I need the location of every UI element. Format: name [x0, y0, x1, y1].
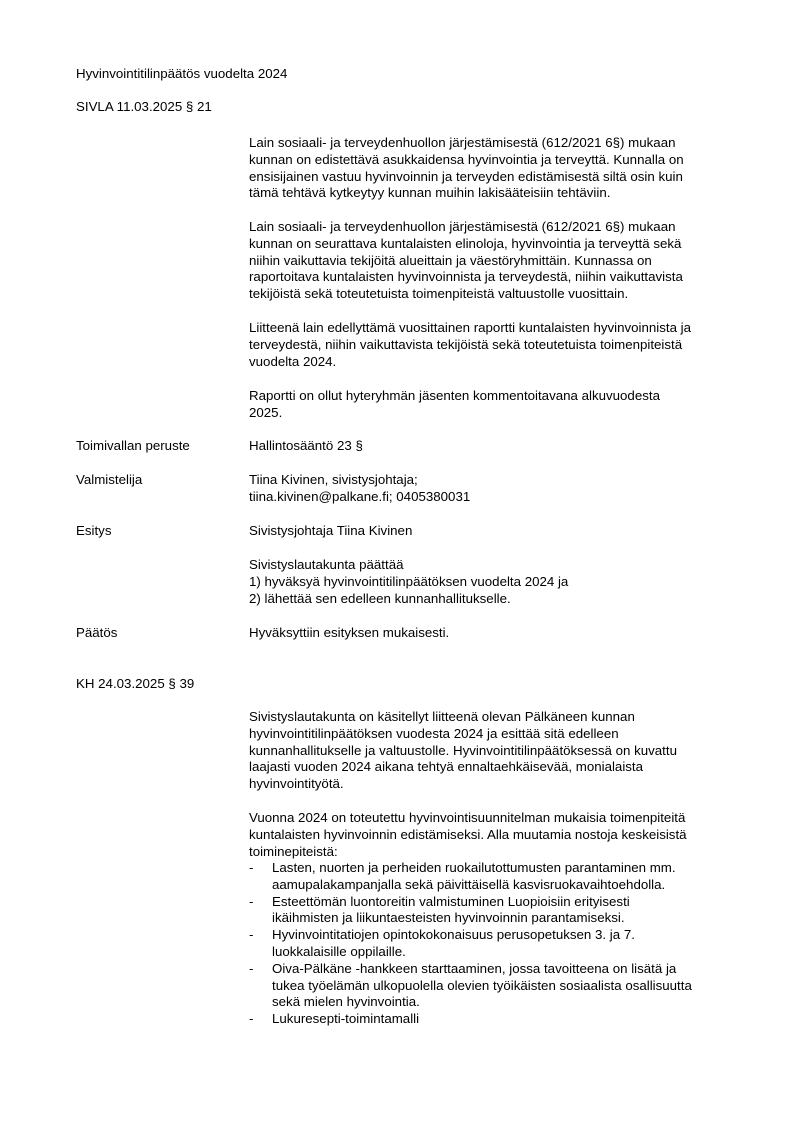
text-line: hyvinvointitilinpäätöksen vuodesta 2024 ja esittää sitä edelleen	[249, 725, 619, 741]
text-line: kunnanhallitukselle ja valtuustolle. Hyvinvointitilinpäätöksessä on kuvattu	[249, 742, 677, 758]
text-line: Esteettömän luontoreitin valmistuminen Luopioisiin erityisesti	[272, 893, 630, 909]
sivla-paragraph-2	[249, 219, 749, 303]
text-line: raportoitava kuntalaisten hyvinvoinnista ja terveydestä, niihin vaikuttavista	[249, 269, 683, 285]
document-title: Hyvinvointitilinpäätös vuodelta 2024	[76, 66, 288, 81]
bullet-dash: -	[249, 960, 254, 976]
text-line: Lain sosiaali- ja terveydenhuollon järjestämisestä (612/2021 6§) mukaan	[249, 135, 676, 150]
text-line: 2025.	[249, 404, 283, 420]
esitys-label: Esitys	[76, 523, 112, 538]
valmistelija-contact: tiina.kivinen@palkane.fi; 0405380031	[249, 488, 471, 504]
text-line: kunnan on edistettävä asukkaidensa hyvinvointia ja terveyttä. Kunnalla on	[249, 151, 684, 167]
valmistelija-value	[249, 472, 749, 506]
kh-paragraph-1	[249, 709, 749, 793]
bullet-dash: -	[249, 1011, 254, 1027]
text-line: Lain sosiaali- ja terveydenhuollon järjestämisestä (612/2021 6§) mukaan	[249, 219, 676, 234]
sivla-paragraph-4	[249, 388, 749, 422]
text-line: niihin vaikuttavia tekijöitä alueittain ja väestöryhmittäin. Kunnassa on	[249, 252, 652, 268]
sivla-paragraph-1	[249, 135, 749, 202]
text-line: Lasten, nuorten ja perheiden ruokailutottumusten parantaminen mm.	[272, 860, 676, 875]
text-line: tämä tehtävä kytkeytyy kunnan muihin lakisääteisiin tehtäviin.	[249, 185, 611, 201]
text-line: luokkalaisille oppilaille.	[272, 943, 406, 959]
text-line: Hyvinvointitatiojen opintokokonaisuus perusopetuksen 3. ja 7.	[272, 927, 635, 943]
bullet-dash: -	[249, 893, 254, 909]
kh-reference: KH 24.03.2025 § 39	[76, 676, 195, 691]
text-line: Raportti on ollut hyteryhmän jäsenten kommentoitavana alkuvuodesta	[249, 388, 660, 403]
text-line: 2) lähettää sen edelleen kunnanhallitukselle.	[249, 590, 511, 606]
esitys-presenter: Sivistysjohtaja Tiina Kivinen	[249, 523, 413, 538]
bullet-dash: -	[249, 927, 254, 943]
text-line: ikäihmisten ja liikuntaesteisten hyvinvoinnin parantamiseksi.	[272, 910, 625, 926]
sivla-reference: SIVLA 11.03.2025 § 21	[76, 99, 212, 114]
esitys-proposal	[249, 557, 749, 607]
text-line: kunnan on seurattava kuntalaisten elinoloja, hyvinvointia ja terveyttä sekä	[249, 235, 682, 251]
text-line: tukea työelämän ulkopuolella olevien työikäisten sosiaalista osallisuutta	[272, 977, 692, 993]
text-line: vuodelta 2024.	[249, 353, 337, 369]
paatos-value: Hyväksyttiin esityksen mukaisesti.	[249, 625, 450, 640]
text-line: sekä mielen hyvinvointia.	[272, 994, 420, 1010]
sivla-paragraph-3	[249, 320, 749, 370]
text-line: Oiva-Pälkäne -hankkeen starttaaminen, jossa tavoitteena on lisätä ja	[272, 960, 677, 976]
text-line: Sivistyslautakunta päättää	[249, 557, 404, 572]
text-line: aamupalakampanjalla sekä päivittäisellä kasvisruokavaihtoehdolla.	[272, 876, 666, 892]
paatos-label: Päätös	[76, 625, 118, 640]
list-item	[249, 894, 749, 928]
toimivallan-peruste-value: Hallintosääntö 23 §	[249, 438, 363, 453]
toimivallan-peruste-label: Toimivallan peruste	[76, 438, 190, 453]
kh-bullet-list	[249, 860, 749, 1028]
text-line: tekijöistä sekä toteutetuista toimenpiteistä valtuustolle vuosittain.	[249, 286, 629, 302]
list-item	[249, 860, 749, 894]
text-line: terveydestä, niihin vaikuttavista tekijöistä sekä toteutetuista toimenpiteistä	[249, 336, 683, 352]
bullet-dash: -	[249, 860, 254, 875]
valmistelija-name: Tiina Kivinen, sivistysjohtaja;	[249, 472, 418, 487]
list-item	[249, 961, 749, 1011]
text-line: toiminepiteistä:	[249, 843, 338, 859]
list-item	[249, 927, 749, 961]
text-line: 1) hyväksyä hyvinvointitilinpäätöksen vuodelta 2024 ja	[249, 573, 569, 589]
list-item	[249, 1011, 749, 1028]
text-line: hyvinvointityötä.	[249, 776, 344, 792]
text-line: Liitteenä lain edellyttämä vuosittainen raportti kuntalaisten hyvinvoinnista ja	[249, 320, 692, 335]
valmistelija-label: Valmistelija	[76, 472, 143, 487]
text-line: Sivistyslautakunta on käsitellyt liitteenä olevan Pälkäneen kunnan	[249, 709, 635, 724]
text-line: Lukuresepti-toimintamalli	[272, 1011, 420, 1027]
text-line: ensisijainen vastuu hyvinvoinnin ja terveyden edistämisestä siltä osin kuin	[249, 168, 683, 184]
text-line: kuntalaisten hyvinvoinnin edistämiseksi. Alla muutamia nostoja keskeisistä	[249, 826, 687, 842]
text-line: laajasti vuoden 2024 aikana tehtyä ennaltaehkäisevää, monialaista	[249, 759, 644, 775]
kh-paragraph-2	[249, 810, 749, 860]
text-line: Vuonna 2024 on toteutettu hyvinvointisuunnitelman mukaisia toimenpiteitä	[249, 810, 686, 825]
